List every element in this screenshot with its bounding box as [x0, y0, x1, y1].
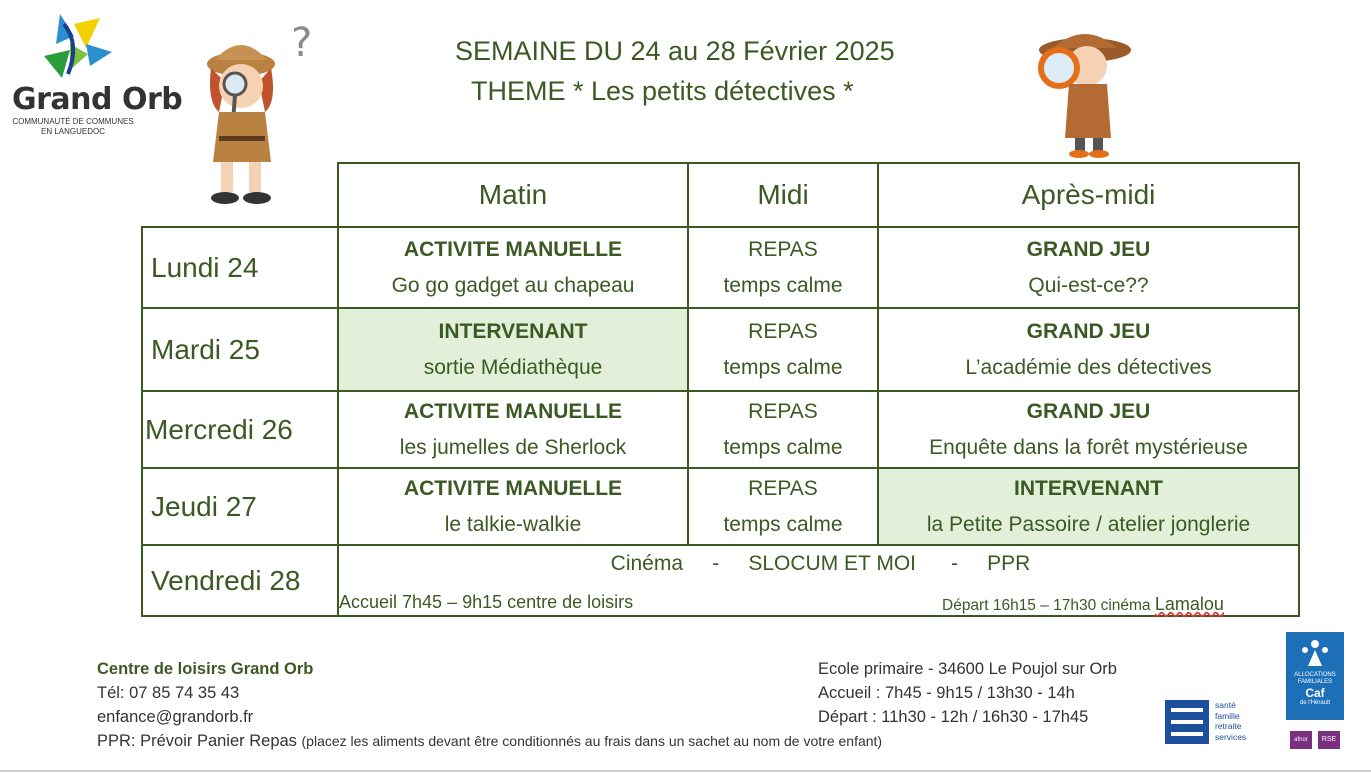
wednesday-morning — [337, 390, 689, 469]
week-title: SEMAINE DU 24 au 28 Février 2025 — [455, 36, 895, 66]
thursday-morning — [337, 467, 689, 546]
ppr-label: PPR: Prévoir Panier Repas — [97, 732, 297, 750]
tuesday-afternoon — [877, 307, 1300, 392]
logo-subtitle — [12, 117, 134, 137]
grand-orb-logo-icon — [40, 14, 112, 80]
activity-detail: Qui-est-ce?? — [1028, 273, 1149, 297]
friday-cell — [337, 544, 1300, 617]
noon-title: REPAS — [748, 476, 818, 500]
ppr-note: (placez les aliments devant être conditionnés au frais dans un sachet au nom de votre enfant) — [301, 733, 883, 749]
day-tuesday: Mardi 25 — [141, 307, 339, 392]
noon-title: REPAS — [748, 399, 818, 423]
header-afternoon: Après-midi — [877, 162, 1300, 228]
thursday-afternoon — [877, 467, 1300, 546]
email: enfance@grandorb.fr — [97, 708, 254, 726]
activity-detail: sortie Médiathèque — [423, 355, 603, 379]
wednesday-afternoon — [877, 390, 1300, 469]
noon-title: REPAS — [748, 319, 818, 343]
activity-detail: L’académie des détectives — [965, 355, 1212, 379]
depart-hours: Départ : 11h30 - 12h / 16h30 - 17h45 — [818, 708, 1089, 726]
caf-line: Caf — [1305, 686, 1325, 700]
noon-title: REPAS — [748, 237, 818, 261]
activity-detail: Go go gadget au chapeau — [391, 273, 635, 297]
accueil-hours: Accueil : 7h45 - 9h15 / 13h30 - 14h — [818, 684, 1075, 702]
school-address: Ecole primaire - 34600 Le Poujol sur Orb — [818, 660, 1117, 678]
noon-detail: temps calme — [723, 435, 843, 459]
center-name-text: Centre de loisirs Grand Orb — [97, 660, 314, 678]
svg-text:?: ? — [291, 20, 313, 66]
activity-detail: Enquête dans la forêt mystérieuse — [929, 435, 1248, 459]
activity-title: INTERVENANT — [1014, 476, 1163, 500]
header-noon: Midi — [687, 162, 879, 228]
activity-title: ACTIVITE MANUELLE — [403, 237, 623, 261]
day-thursday: Jeudi 27 — [141, 467, 339, 546]
logo-subtitle-line2: EN LANGUEDOC — [40, 127, 105, 136]
header-morning: Matin — [337, 162, 689, 228]
tuesday-noon — [687, 307, 879, 392]
noon-detail: temps calme — [723, 273, 843, 297]
day-friday: Vendredi 28 — [141, 544, 339, 617]
caf-line: FAMILIALES — [1297, 679, 1333, 685]
monday-afternoon — [877, 226, 1300, 309]
activity-title: ACTIVITE MANUELLE — [403, 476, 623, 500]
activity-detail: les jumelles de Sherlock — [399, 435, 627, 459]
msa-line: famille — [1215, 710, 1240, 721]
activity-title: GRAND JEU — [1026, 319, 1151, 343]
friday-departure-line — [942, 594, 1224, 615]
tuesday-morning — [337, 307, 689, 392]
msa-logo — [1165, 700, 1261, 746]
msa-mark-icon — [1165, 700, 1209, 744]
bottom-divider — [0, 770, 1371, 772]
friday-arrival: Accueil 7h45 – 9h15 centre de loisirs — [339, 592, 634, 612]
caf-text — [1286, 672, 1344, 707]
msa-line: retraite — [1215, 721, 1242, 731]
friday-activity: Cinéma - SLOCUM ET MOI - PPR — [610, 552, 1031, 575]
logo-name: Grand Orb — [12, 82, 183, 117]
activity-detail: le talkie-walkie — [444, 512, 582, 536]
rse-badge: RSE — [1318, 731, 1340, 749]
day-monday: Lundi 24 — [141, 226, 339, 309]
logo-subtitle-line1: COMMUNAUTÉ DE COMMUNES — [12, 117, 134, 126]
msa-line: santé — [1215, 700, 1236, 710]
center-name — [97, 660, 313, 679]
thursday-noon — [687, 467, 879, 546]
monday-noon — [687, 226, 879, 309]
ppr-note-line — [97, 732, 882, 751]
noon-detail: temps calme — [723, 355, 843, 379]
friday-departure: Départ 16h15 – 17h30 cinéma — [942, 597, 1151, 614]
wednesday-noon — [687, 390, 879, 469]
caf-line: de l'Hérault — [1299, 700, 1331, 706]
phone: Tél: 07 85 74 35 43 — [97, 684, 240, 702]
activity-title: GRAND JEU — [1026, 237, 1151, 261]
theme-title: THEME * Les petits détectives * — [471, 76, 854, 106]
caf-logo — [1286, 632, 1344, 720]
afnor-badge: afnor — [1290, 731, 1312, 749]
activity-title: GRAND JEU — [1026, 399, 1151, 423]
caf-family-icon — [1298, 636, 1332, 670]
boy-detective-illustration-icon — [1025, 20, 1135, 160]
friday-town: Lamalou — [1154, 594, 1224, 614]
msa-text — [1215, 700, 1246, 742]
noon-detail: temps calme — [723, 512, 843, 536]
monday-morning — [337, 226, 689, 309]
activity-title: ACTIVITE MANUELLE — [403, 399, 623, 423]
girl-detective-illustration-icon — [195, 12, 325, 207]
caf-line: ALLOCATIONS — [1294, 672, 1336, 678]
msa-line: services — [1215, 731, 1247, 742]
day-wednesday: Mercredi 26 — [141, 390, 339, 469]
activity-detail: la Petite Passoire / atelier jonglerie — [926, 512, 1251, 536]
activity-title: INTERVENANT — [438, 319, 588, 343]
